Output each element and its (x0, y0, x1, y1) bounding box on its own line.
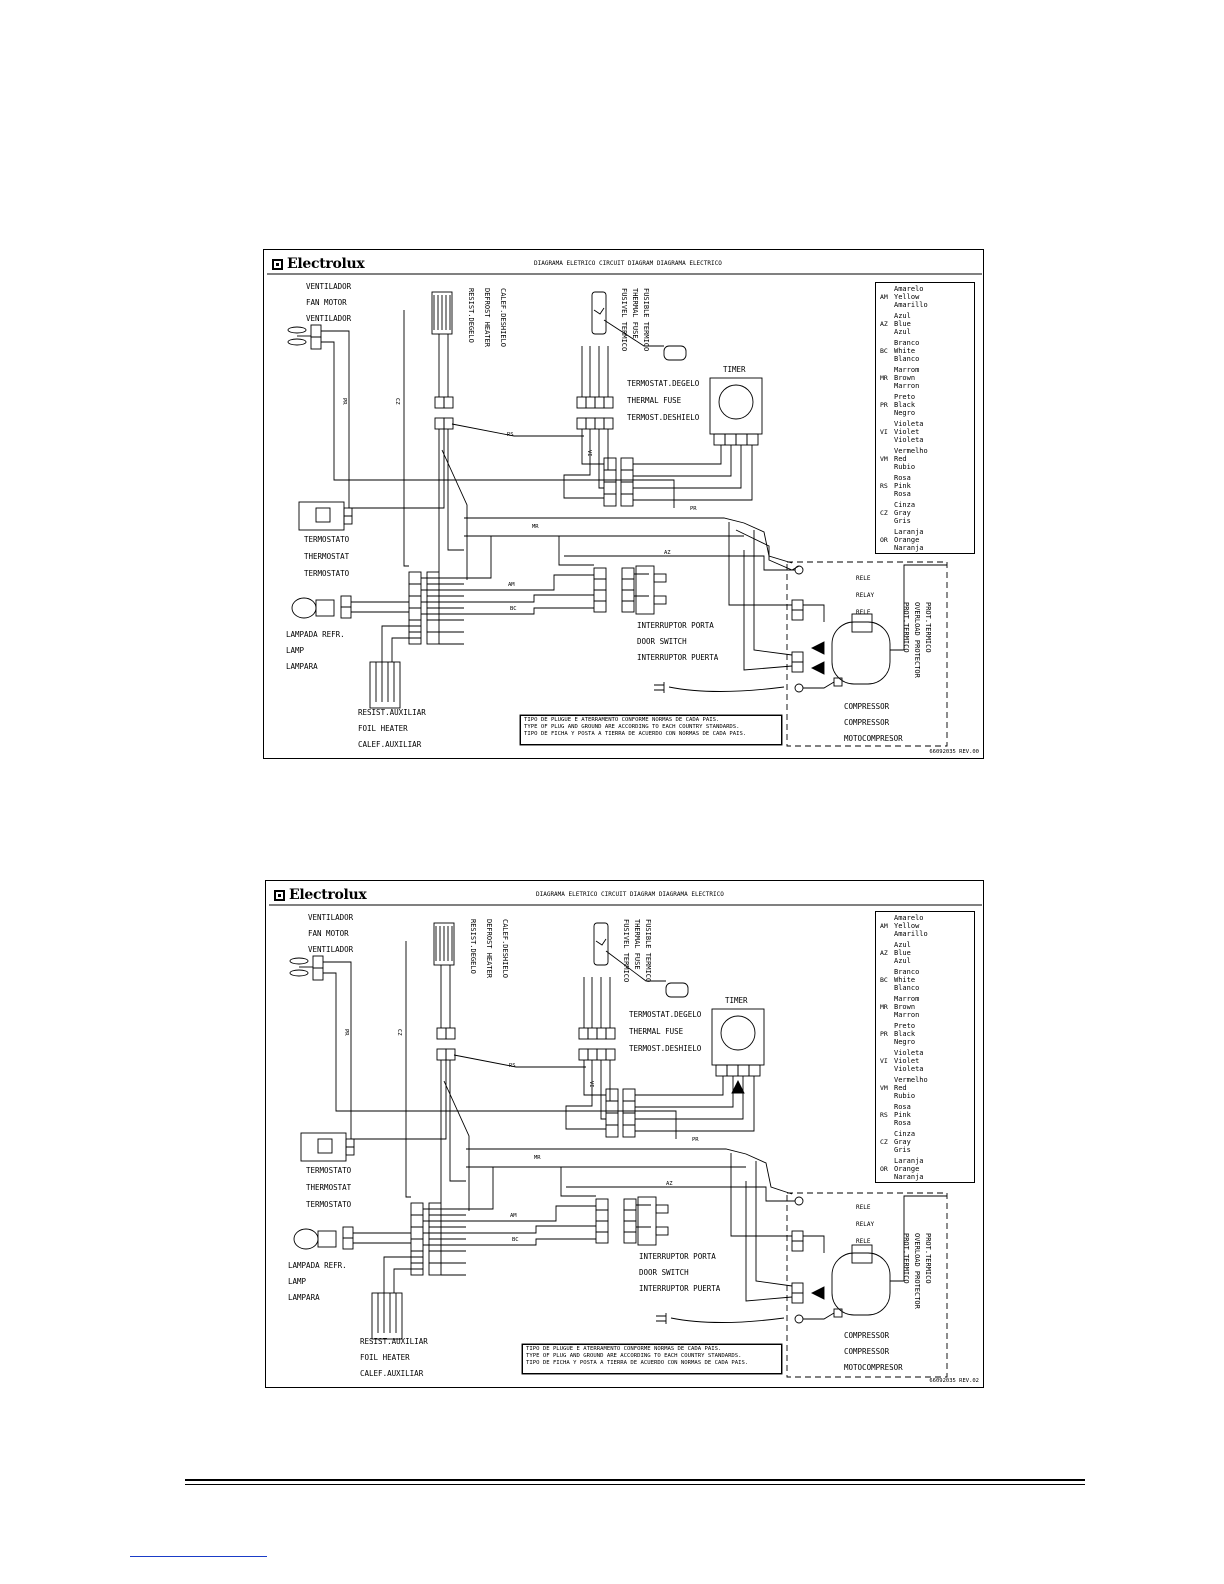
compressor-label-es: MOTOCOMPRESOR (844, 1363, 903, 1372)
wire-code-bc: BC (510, 606, 517, 612)
fan-label-pt: VENTILADOR (306, 282, 352, 291)
electrolux-logo: Electrolux (272, 256, 364, 272)
wire-code-pr: PR (341, 398, 347, 405)
color-legend: AM Amarelo Yellow Amarillo AZ Azul Blue Azul BC Branco White Blanco MR Marrom Brown Marron PR Preto Black Negro VI Violeta Violet Violeta VM Vermelho Red Rubio RS Rosa Pink Rosa CZ Cinza Gray Gris OR Laranja Orange Naranja (875, 282, 975, 554)
fan-label-es: VENTILADOR (306, 314, 352, 323)
termostat-label-en: THERMAL FUSE (627, 396, 682, 405)
foil-label-es: CALEF.AUXILIAR (358, 740, 422, 749)
fuse-label-pt: FUSIVEL TERMICO (620, 288, 628, 352)
protector-label-en: OVERLOAD PROTECTOR (913, 602, 921, 678)
plug-note: TIPO DE PLUGUE E ATERRAMENTO CONFORME NORMAS DE CADA PAIS. TYPE OF PLUG AND GROUND ARE ACCORDING TO EACH COUNTRY STANDARDS. TIPO DE FICHA Y POSTA A TIERRA DE ACUERDO CON NORMAS DE CADA PAIS. (520, 715, 782, 745)
lamp-label-es: LAMPARA (288, 1293, 320, 1302)
defrost-label-es: CALEF.DESHIELO (501, 919, 509, 979)
plug-note-2: TIPO DE PLUGUE E ATERRAMENTO CONFORME NORMAS DE CADA PAIS. TYPE OF PLUG AND GROUND ARE ACCORDING TO EACH COUNTRY STANDARDS. TIPO DE FICHA Y POSTA A TIERRA DE ACUERDO CON NORMAS DE CADA PAIS. (522, 1344, 782, 1374)
drawing-code-2: 66092035 REV.02 (929, 1378, 979, 1384)
thermostat-label-es: TERMOSTATO (304, 569, 350, 578)
relay-label-en: RELAY (856, 1221, 875, 1228)
wire-code-cz: CZ (394, 398, 400, 405)
thermostat-label-es: TERMOSTATO (306, 1200, 352, 1209)
relay-label-en: RELAY (856, 592, 875, 599)
wire-code-pr: PR (343, 1029, 349, 1036)
wire-code-am: AM (510, 1213, 517, 1219)
lamp-label-en: LAMP (286, 646, 305, 655)
door-label-pt: INTERRUPTOR PORTA (639, 1252, 716, 1261)
door-label-es: INTERRUPTOR PUERTA (639, 1284, 721, 1293)
protector-label-es: PROT.TERMICO (924, 602, 932, 653)
foil-label-es: CALEF.AUXILIAR (360, 1369, 424, 1378)
foil-label-en: FOIL HEATER (358, 724, 408, 733)
circuit-diagram-2 (265, 880, 984, 1388)
thermostat-label-en: THERMOSTAT (306, 1183, 352, 1192)
door-label-es: INTERRUPTOR PUERTA (637, 653, 719, 662)
wire-code-az: AZ (666, 1181, 673, 1187)
foil-label-pt: RESIST.AUXILIAR (358, 708, 426, 717)
termostat-label-en: THERMAL FUSE (629, 1027, 684, 1036)
compressor-label-en: COMPRESSOR (844, 718, 890, 727)
fan-label-pt: VENTILADOR (308, 913, 354, 922)
thermostat-label-pt: TERMOSTATO (304, 535, 350, 544)
fan-label-es: VENTILADOR (308, 945, 354, 954)
foil-label-pt: RESIST.AUXILIAR (360, 1337, 428, 1346)
wire-code-mr: MR (532, 524, 539, 530)
relay-label-es: RELE (856, 609, 871, 616)
defrost-label-pt: RESIST.DEGELO (469, 919, 477, 974)
fuse-label-pt: FUSIVEL TERMICO (622, 919, 630, 983)
wire-code-cz: CZ (396, 1029, 402, 1036)
protector-label-pt: PROT.TERMICO (902, 602, 910, 653)
compressor-label-es: MOTOCOMPRESOR (844, 734, 903, 743)
fuse-label-en: THERMAL FUSE (633, 919, 641, 970)
defrost-label-pt: RESIST.DEGELO (467, 288, 475, 343)
lamp-label-es: LAMPARA (286, 662, 318, 671)
wire-code-bc: BC (512, 1237, 519, 1243)
wire-code-am: AM (508, 582, 515, 588)
defrost-label-en: DEFROST HEATER (485, 919, 493, 979)
protector-label-es: PROT.TERMICO (924, 1233, 932, 1284)
wire-code-rs: RS (507, 432, 514, 438)
wire-code-pr-2: PR (692, 1137, 699, 1143)
door-label-en: DOOR SWITCH (639, 1268, 689, 1277)
electrolux-mark-icon (272, 259, 283, 270)
fuse-label-es: FUSIBLE TERMICO (642, 288, 650, 352)
circuit-diagram-1 (263, 249, 984, 759)
wire-code-mr: MR (534, 1155, 541, 1161)
compressor-label-pt: COMPRESSOR (844, 702, 890, 711)
timer-label: TIMER (725, 996, 748, 1005)
protector-label-en: OVERLOAD PROTECTOR (913, 1233, 921, 1309)
electrolux-mark-icon (274, 890, 285, 901)
color-legend-2: AM Amarelo Yellow Amarillo AZ Azul Blue Azul BC Branco White Blanco MR Marrom Brown Marron PR Preto Black Negro VI Violeta Violet Violeta VM Vermelho Red Rubio RS Rosa Pink Rosa CZ Cinza Gray Gris OR Laranja Orange Naranja (875, 911, 975, 1183)
diagram-title: DIAGRAMA ELETRICO CIRCUIT DIAGRAM DIAGRAMA ELECTRICO (534, 260, 722, 267)
defrost-label-en: DEFROST HEATER (483, 288, 491, 348)
protector-label-pt: PROT.TERMICO (902, 1233, 910, 1284)
termostat-label-es: TERMOST.DESHIELO (627, 413, 700, 422)
relay-label-es: RELE (856, 1238, 871, 1245)
lamp-label-pt: LAMPADA REFR. (288, 1261, 347, 1270)
wire-code-pr-2: PR (690, 506, 697, 512)
wire-code-rs: RS (509, 1063, 516, 1069)
defrost-label-es: CALEF.DESHIELO (499, 288, 507, 348)
lamp-label-pt: LAMPADA REFR. (286, 630, 345, 639)
diagram-title-2: DIAGRAMA ELETRICO CIRCUIT DIAGRAM DIAGRAMA ELECTRICO (536, 891, 724, 898)
timer-label: TIMER (723, 365, 746, 374)
lamp-label-en: LAMP (288, 1277, 307, 1286)
footer-rule-thin (185, 1484, 1085, 1485)
fuse-label-en: THERMAL FUSE (631, 288, 639, 339)
footer-rule (185, 1479, 1085, 1481)
fan-label-en: FAN MOTOR (308, 929, 349, 938)
thermostat-label-pt: TERMOSTATO (306, 1166, 352, 1175)
drawing-code: 66092035 REV.00 (929, 749, 979, 755)
thermostat-label-en: THERMOSTAT (304, 552, 350, 561)
footer-link-underline (130, 1556, 267, 1557)
relay-label-pt: RELE (856, 575, 871, 582)
compressor-label-en: COMPRESSOR (844, 1347, 890, 1356)
wire-code-vi: VI (586, 450, 592, 457)
fuse-label-es: FUSIBLE TERMICO (644, 919, 652, 983)
foil-label-en: FOIL HEATER (360, 1353, 410, 1362)
wire-code-az: AZ (664, 550, 671, 556)
compressor-label-pt: COMPRESSOR (844, 1331, 890, 1340)
relay-label-pt: RELE (856, 1204, 871, 1211)
door-label-en: DOOR SWITCH (637, 637, 687, 646)
termostat-label-pt: TERMOSTAT.DEGELO (629, 1010, 702, 1019)
termostat-label-es: TERMOST.DESHIELO (629, 1044, 702, 1053)
fan-label-en: FAN MOTOR (306, 298, 347, 307)
wire-code-vi: VI (588, 1081, 594, 1088)
termostat-label-pt: TERMOSTAT.DEGELO (627, 379, 700, 388)
door-label-pt: INTERRUPTOR PORTA (637, 621, 714, 630)
electrolux-logo-2: Electrolux (274, 887, 366, 903)
